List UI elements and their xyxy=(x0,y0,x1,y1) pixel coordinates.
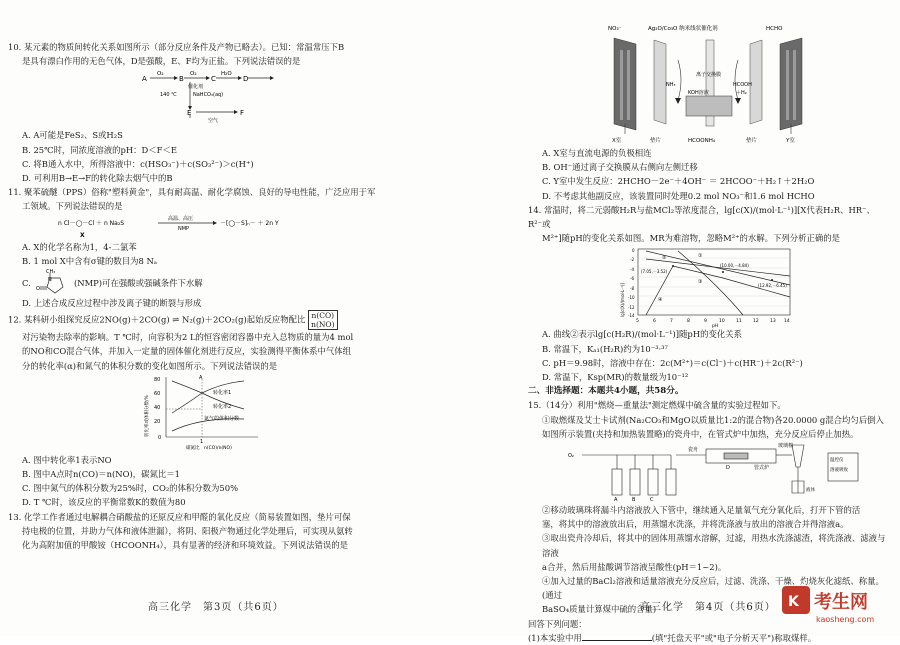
q15-sub1 xyxy=(528,631,888,645)
q14-stem-2: M²⁺]随pH的变化关系如图。MR为难溶物，忽略M²⁺的水解。下列分析正确的是 xyxy=(542,233,841,244)
node-d: D xyxy=(243,75,249,84)
q12-label-n2: 氮气的体积分数 xyxy=(204,415,240,422)
q14-chart xyxy=(528,245,888,330)
q14-xtick-11: 11 xyxy=(736,319,742,325)
watermark-logo xyxy=(780,582,892,628)
q15-step1-2: 如图所示装置(夹持和加热装置略)的瓷舟中，在管式炉中加热，充分反应后停止加热。 xyxy=(542,428,859,439)
q12-ratio xyxy=(308,310,337,330)
scheme-cond-bottom: NMP xyxy=(178,225,190,232)
q15-step3-2: a合并，然后用盐酸调节溶液呈酸性(pH＝1~2)。 xyxy=(542,561,727,572)
q14-point-1: (7.05,－3.52) xyxy=(641,269,668,275)
fig-y-room: Y室 xyxy=(786,138,795,144)
q14-ytick-14: -14 xyxy=(628,313,635,319)
nmp-structure xyxy=(36,268,76,296)
q12-ytick-0: 0 xyxy=(158,434,162,441)
app-dev: 温控仪 xyxy=(830,458,844,464)
q14-xtick-6: 6 xyxy=(653,319,656,325)
q15-step4-2: BaSO₄质量计算煤中硫的含量) xyxy=(542,604,657,615)
q10-option-a: A. A可能是FeS₂、S或H₂S xyxy=(22,130,123,141)
q15-ask: 回答下列问题： xyxy=(528,618,587,629)
q12-xlabel-frac: n(CO)/n(NO) xyxy=(204,445,232,451)
q15-sub1-b: (填"托盘天平"或"电子分析天平")称取煤样。 xyxy=(651,632,817,643)
nmp-ch3: CH₃ xyxy=(46,269,56,276)
fig-pad-2: 垫片 xyxy=(746,138,758,144)
app-d: D xyxy=(726,465,730,472)
fig-x-room: X室 xyxy=(612,138,622,144)
label-h2o: H₂O xyxy=(221,71,232,78)
q10-diagram xyxy=(8,68,444,128)
q12-stem-1-text: 12. 某科研小组探究反应2NO(g)＋2CO(g) ⇌ N₂(g)＋2CO₂(g)起始反应物配比 xyxy=(8,314,306,325)
q13-stem-2: 持电极的位置，并助力气体和液体泄漏），将阴、阳极产物通过化学处理后，可实现从氨转 xyxy=(22,525,353,536)
label-air: 空气 xyxy=(208,118,219,125)
q15-stem: 15.（14分）利用"燃烧—重量法"测定燃煤中硫含量的实验过程如下。 xyxy=(528,400,786,411)
q10-option-c: C. 将B通入水中，所得溶液中：c(HSO₃⁻)＋c(SO₃²⁻)＞c(H⁺) xyxy=(22,158,254,169)
scheme-lhs: n Cl－◯－Cl ＋ n Na₂S xyxy=(58,219,125,227)
label-nahco3: NaHCO₃(aq) xyxy=(193,92,224,99)
label-temp: 140 ℃ xyxy=(160,92,177,99)
q12-ytick-20: 20 xyxy=(154,418,161,425)
q12-stem-4: 分的转化率(α)和氮气的体积分数的变化如图所示。下列说法错误的是 xyxy=(22,360,278,371)
watermark-title: 考生网 xyxy=(814,592,868,613)
q14-stem-1: 14. 常温时，将二元弱酸H₂R与盐MCl₂等浓度混合，lg[c(X)/(mol·L⁻¹)][X代表H₂R、HR⁻、R²⁻或 xyxy=(528,204,875,230)
q12-ytick-60: 60 xyxy=(154,390,161,397)
q15-step2-1: ②移动玻璃珠将漏斗内溶液放入下管中，继续通入足量氧气充分氧化后，打开下管的活 xyxy=(542,505,861,516)
q14-curve-2: ② xyxy=(662,255,667,262)
q12-option-c: C. 图中氮气的体积分数为25%时，CO₂的体积分数为50% xyxy=(22,483,239,494)
q11-scheme xyxy=(8,214,444,240)
q10-stem-1: 10. 某元素的物质间转化关系如图所示（部分反应条件及产物已略去）。已知：常温常压下B xyxy=(8,42,345,52)
q12-chart xyxy=(8,373,444,453)
q11-option-c-letter: C. xyxy=(22,278,31,289)
node-e: E xyxy=(187,109,192,118)
app-c: C xyxy=(650,497,654,504)
q12-xlabel-prefix: 碳氮比 xyxy=(186,445,200,451)
q12-stem-1 xyxy=(8,310,444,330)
q14-xtick-12: 12 xyxy=(753,319,759,325)
q14-ylabel: lg[c(X)/(mol·L⁻¹)] xyxy=(620,283,625,318)
q12-option-b: B. 图中A点时n(CO)＝n(NO)，碳氮比＝1 xyxy=(22,469,180,480)
q13-stem-3: 化为高附加值的甲酸铵（HCOONH₄），具有显著的经济和环境效益。下列说法错误的是 xyxy=(22,540,348,551)
node-b: B xyxy=(179,75,184,84)
q14-xtick-9: 9 xyxy=(704,319,707,325)
q12-ratio-top: n(CO) xyxy=(311,311,335,321)
q14-xtick-5: 5 xyxy=(636,319,639,325)
q14-ytick-8: -8 xyxy=(630,286,634,292)
q14-ytick-10: -10 xyxy=(628,295,635,301)
app-boat: 瓷舟 xyxy=(688,447,699,454)
q12-ytick-40: 40 xyxy=(154,404,161,411)
q13-option-b: B. OH⁻通过离子交换膜从右侧向左侧迁移 xyxy=(542,162,698,173)
node-c: C xyxy=(211,75,216,84)
q11-stem-2: 工领域。下列说法错误的是 xyxy=(22,201,123,212)
q14-ytick-6: -6 xyxy=(630,276,634,282)
scheme-label-x: X xyxy=(80,231,85,239)
app-box: 溶液吸收 xyxy=(830,468,848,474)
q15-step1-1: ①取燃煤及艾士卡试剂(Na₂CO₃和MgO以质量比1:2的混合物)各20.0000 g混合均匀后倒入 xyxy=(542,414,884,425)
q14-xtick-7: 7 xyxy=(670,319,673,325)
q13-option-c: C. Y室中发生反应：2HCHO－2e⁻＋4OH⁻ ＝ 2HCOO⁻＋H₂↑＋2H₂O xyxy=(542,176,815,187)
scheme-rhs: －[◯－S]ₙ－ ＋ 2n Y xyxy=(220,219,279,227)
answer-blank-1[interactable] xyxy=(582,631,652,641)
q14-option-d: D. 常温下，Ksp(MR)的数量级为10⁻¹² xyxy=(542,372,689,383)
q13-option-d: D. 不考虑其他副反应，该装置同时处理0.2 mol NO₃⁻和1.6 mol HCHO xyxy=(542,190,815,201)
q11-option-c xyxy=(8,268,444,296)
q14-xtick-14: 14 xyxy=(784,319,790,325)
q14-curve-3: ③ xyxy=(698,279,703,286)
q12-ratio-bottom: n(NO) xyxy=(311,320,335,330)
q10-option-d: D. 可利用B→E→F的转化除去烟气中的B xyxy=(22,173,173,184)
q14-point-3: (12.92,－6.45) xyxy=(758,283,787,289)
q10-stem-2: 是具有漂白作用的无色气体，D是强酸，E、F均为正盐。下列说法错误的是 xyxy=(22,56,301,67)
nmp-o: O xyxy=(36,286,40,293)
fig-koh: KOH溶液 xyxy=(688,90,709,96)
q14-ytick-0: 0 xyxy=(632,248,635,254)
q14-ytick-2: -2 xyxy=(630,257,634,263)
app-liquid: 液体 xyxy=(806,488,815,494)
q12-point-a: A xyxy=(199,374,203,381)
q15-step4-1: ④加入过量的BaCl₂溶液和适量溶液充分反应后，过滤、洗涤、干燥、灼烧灰化滤纸、称量。(通过 xyxy=(542,576,884,601)
q14-xtick-8: 8 xyxy=(687,319,690,325)
svg-text:K: K xyxy=(788,594,799,610)
node-f: F xyxy=(240,109,245,118)
q14-option-c: C. pH＝9.98时，溶液中存在：2c(M²⁺)＝c(Cl⁻)＋c(HR⁻)＋2c(R²⁻) xyxy=(542,357,803,368)
fig-product: HCOONH₄ xyxy=(688,138,716,144)
label-o2-1: O₂ xyxy=(157,71,164,78)
q13-electrolysis-figure xyxy=(528,20,888,146)
label-o2-2: O₂ xyxy=(190,71,197,78)
q12-ylabel: 转化率或体积分数/% xyxy=(145,395,150,437)
q15-step3-1: ③取出瓷舟冷却后，将其中的固体用蒸馏水溶解，过滤，用热水洗涤滤渣，将洗涤液、滤液与溶液 xyxy=(542,533,886,558)
q14-ytick-12: -12 xyxy=(628,305,635,311)
footer-page-4: 高三化学 第4页（共6页） xyxy=(640,602,776,613)
fig-nh3: NH₃ xyxy=(666,82,676,88)
q12-option-a: A. 图中转化率1表示NO xyxy=(22,454,112,465)
right-page xyxy=(528,20,888,645)
q12-stem-2: 对污染物去除率的影响。T ℃时，向容积为2 L的恒容密闭容器中充入总物质的量为4 mol xyxy=(22,332,354,343)
fig-h2: ＋H₂ xyxy=(736,90,747,96)
q12-option-d: D. T ℃时，该反应的平衡常数K的数值为80 xyxy=(22,497,186,508)
app-a: A xyxy=(614,497,618,504)
fig-cat: Ag₂O/Co₃O 纳米线状催化剂 xyxy=(648,26,718,32)
node-a: A xyxy=(142,75,147,84)
q12-stem-3: 的NO和CO混合气体，并加入一定量的固体催化剂进行反应，实验测得平衡体系中气体组 xyxy=(22,346,351,357)
q11-option-b: B. 1 mol X中含有σ键的数目为8 Nₐ xyxy=(22,255,158,266)
fig-hcooh: HCOOH xyxy=(733,82,752,88)
q14-ytick-4: -4 xyxy=(630,267,634,273)
q14-curve-1: ① xyxy=(698,253,703,260)
q14-xtick-13: 13 xyxy=(770,319,776,325)
q11-option-d: D. 上述合成反应过程中涉及离子键的断裂与形成 xyxy=(22,298,202,309)
q12-ytick-80: 80 xyxy=(154,376,161,383)
q11-stem-1: 11. 聚苯硫醚（PPS）俗称"塑料黄金"，具有耐高温、耐化学腐蚀、良好的导电性能，广泛应用于军 xyxy=(8,187,376,198)
q13-stem-1: 13. 化学工作者通过电解耦合硝酸盐的还原反应和甲醛的氧化反应（简易装置如图，垫片可保 xyxy=(8,511,351,522)
q12-label-2: 转化率2 xyxy=(213,403,232,410)
scheme-cond-top: 高温、高压 xyxy=(168,215,194,222)
fig-membrane: 离子交换膜 xyxy=(696,72,722,78)
q14-option-b: B. 常温下，Kₐ₁(H₂R)约为10⁻³·³⁷ xyxy=(542,343,668,354)
fig-pad-1: 垫片 xyxy=(650,138,662,144)
q14-xtick-10: 10 xyxy=(719,319,725,325)
q14-xlabel: pH xyxy=(712,324,719,330)
q10-option-b: B. 25℃时，同浓度溶液的pH：D＜F＜E xyxy=(22,144,177,155)
q13-option-a: A. X室与直流电源的负极相连 xyxy=(542,148,652,158)
label-cat: 催化剂 xyxy=(188,84,204,91)
section-2-heading: 二、非选择题：本题共4小题，共58分。 xyxy=(528,386,684,397)
app-o2: O₂ xyxy=(568,453,574,460)
app-hood: 玻璃棉 xyxy=(778,443,794,450)
q15-sub1-a: (1)本实验中用 xyxy=(528,632,582,643)
nmp-n: N xyxy=(48,277,52,284)
q11-option-c-text: (NMP)可在强酸或强碱条件下水解 xyxy=(74,278,203,289)
left-page xyxy=(8,40,444,552)
q14-curve-4: ④ xyxy=(658,297,663,304)
fig-no3: NO₃⁻ xyxy=(608,26,622,32)
q15-apparatus xyxy=(528,441,888,503)
q14-point-2: (10.00,－4.84) xyxy=(720,263,749,269)
app-furnace: 管式炉 xyxy=(754,465,770,472)
q14-option-a: A. 曲线②表示lg[c(H₂R)/(mol·L⁻¹)]随pH的变化关系 xyxy=(542,329,742,340)
watermark-url: kaosheng.com xyxy=(816,615,875,624)
footer-page-3: 高三化学 第3页（共6页） xyxy=(148,602,284,613)
q11-option-a: A. X的化学名称为1，4-二氯苯 xyxy=(22,241,137,252)
q12-xtick-1: 1 xyxy=(200,438,204,445)
fig-hcho: HCHO xyxy=(766,26,783,32)
q12-label-1: 转化率1 xyxy=(213,389,232,396)
app-b: B xyxy=(632,497,636,504)
q15-step2-2: 塞，将其中的溶液放出后，用蒸馏水洗涤，并将洗涤液与放出的溶液合并得溶液a。 xyxy=(542,519,849,530)
